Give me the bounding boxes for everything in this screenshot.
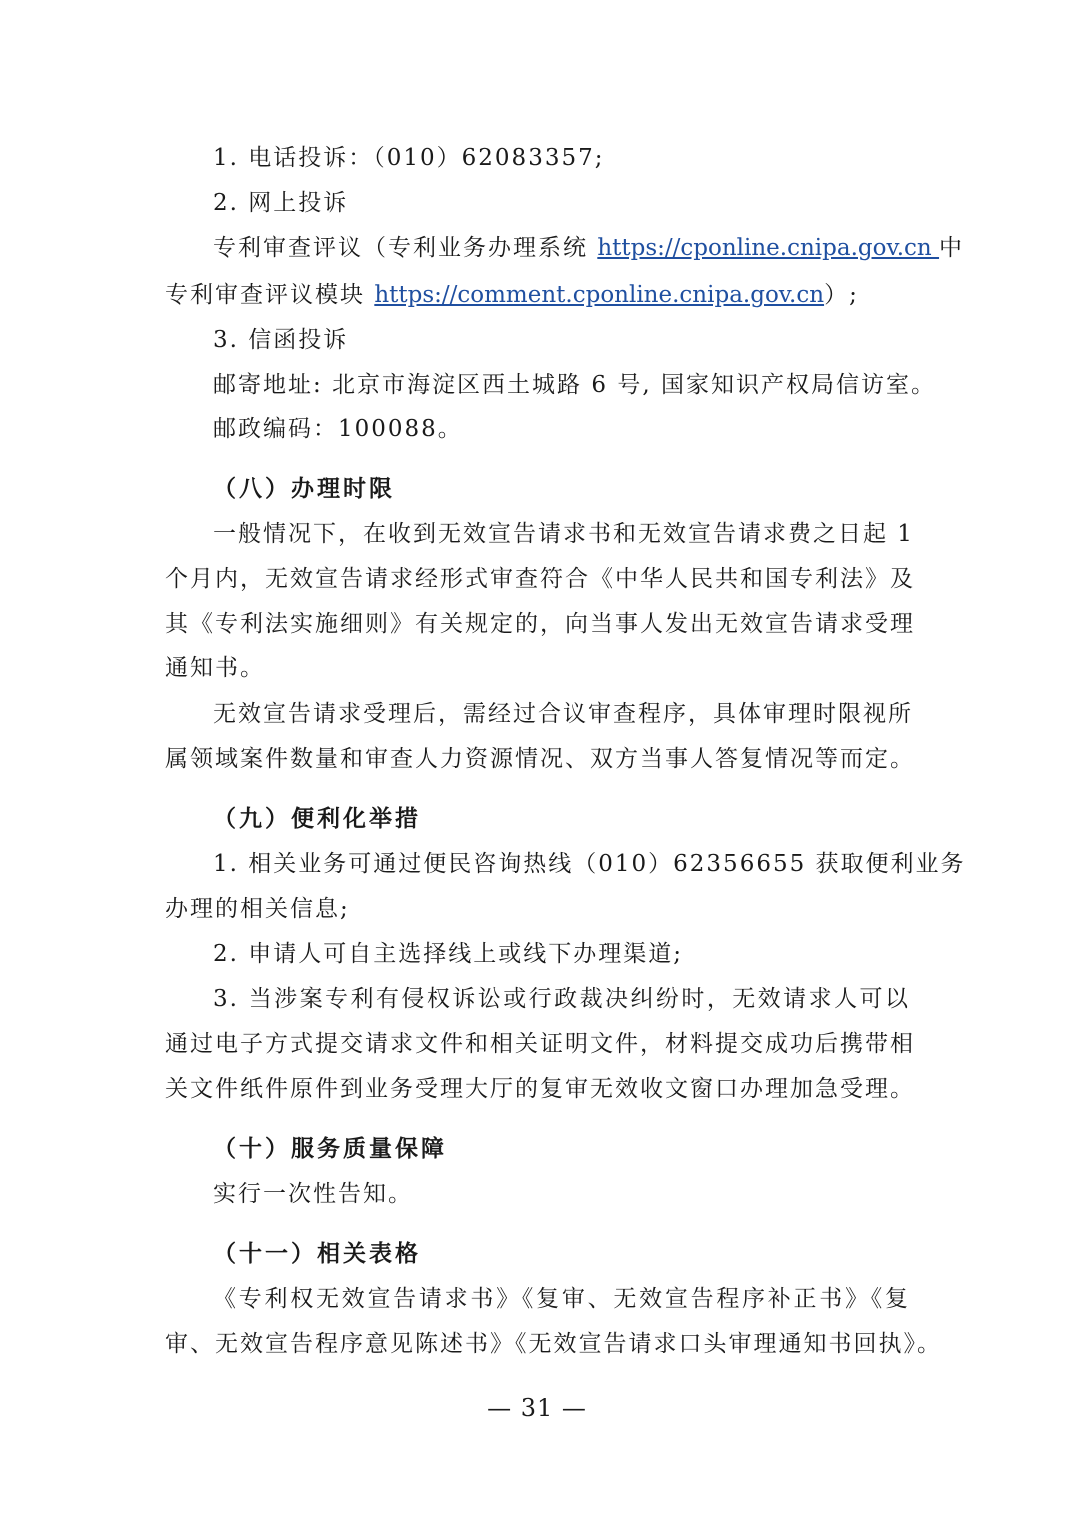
paragraph-line: 3. 当涉案专利有侵权诉讼或行政裁决纠纷时，无效请求人可以: [213, 986, 910, 1012]
paragraph-line: 个月内，无效宣告请求经形式审查符合《中华人民共和国专利法》及: [165, 566, 915, 592]
section-heading-quality: （十）服务质量保障: [213, 1135, 447, 1162]
paragraph-line: 通知书。: [165, 655, 265, 681]
paragraph-line: 1. 相关业务可通过便民咨询热线（010）62356655 获取便利业务: [213, 851, 966, 877]
paragraph-line: 属领域案件数量和审查人力资源情况、双方当事人答复情况等而定。: [165, 746, 915, 772]
paragraph-line: 《专利权无效宣告请求书》《复审、无效宣告程序补正书》《复: [213, 1286, 910, 1312]
page-number: — 31 —: [487, 1394, 587, 1422]
review-comment-line: [213, 232, 965, 264]
mailing-address-line: 邮寄地址: 北京市海淀区西土城路 6 号, 国家知识产权局信访室。: [213, 372, 936, 398]
comment-link[interactable]: https://comment.cponline.cnipa.gov.cn: [374, 282, 825, 308]
paragraph-line: 审、无效宣告程序意见陈述书》《无效宣告请求口头审理通知书回执》。: [165, 1331, 942, 1357]
paragraph-line: 关文件纸件原件到业务受理大厅的复审无效收文窗口办理加急受理。: [165, 1076, 915, 1102]
paragraph-line: 实行一次性告知。: [213, 1181, 413, 1207]
phone-complaint-line: 1. 电话投诉：（010）62083357;: [213, 145, 605, 171]
paragraph-line: 2. 申请人可自主选择线上或线下办理渠道;: [213, 941, 684, 967]
postal-code-line: 邮政编码：100088。: [213, 416, 463, 442]
cponline-link[interactable]: https://cponline.cnipa.gov.cn: [597, 235, 940, 261]
section-heading-time-limit: （八）办理时限: [213, 475, 395, 502]
section-heading-convenience: （九）便利化举措: [213, 805, 421, 832]
letter-complaint-line: 3. 信函投诉: [213, 327, 349, 353]
review-module-text-end: ）;: [824, 282, 859, 308]
online-complaint-line: 2. 网上投诉: [213, 190, 349, 216]
paragraph-line: 其《专利法实施细则》有关规定的，向当事人发出无效宣告请求受理: [165, 611, 915, 637]
review-comment-text: 专利审查评议（专利业务办理系统: [213, 235, 598, 261]
review-module-line: [165, 279, 910, 311]
paragraph-line: 办理的相关信息;: [165, 896, 350, 922]
section-heading-forms: （十一）相关表格: [213, 1240, 421, 1267]
paragraph-line: 一般情况下，在收到无效宣告请求书和无效宣告请求费之日起 1: [213, 521, 914, 547]
review-comment-text-end: 中: [939, 235, 965, 261]
paragraph-line: 通过电子方式提交请求文件和相关证明文件，材料提交成功后携带相: [165, 1031, 915, 1057]
review-module-text: 专利审查评议模块: [165, 282, 375, 308]
paragraph-line: 无效宣告请求受理后，需经过合议审查程序，具体审理时限视所: [213, 701, 913, 727]
